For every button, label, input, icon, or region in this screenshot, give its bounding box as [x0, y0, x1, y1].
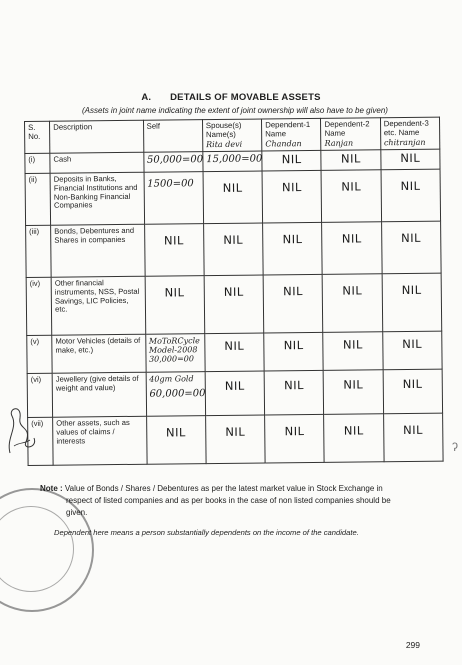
- header-spouse-label: Spouse(s) Name(s): [205, 120, 242, 140]
- value-self: NIL: [165, 425, 186, 440]
- section-subtitle: (Assets in joint name indicating the extent of joint ownership will also have to be given): [82, 106, 388, 115]
- header-dependent-2: [321, 118, 381, 151]
- value-self-line: MoToRCycle: [148, 336, 200, 346]
- value-dependent-3: NIL: [401, 230, 422, 246]
- value-self-line: 60,000=00: [149, 388, 206, 400]
- value-dependent-2: NIL: [343, 377, 364, 392]
- dependent-definition: Dependent here means a person substantially dependents on the income of the candidate.: [54, 528, 359, 537]
- row-description: Deposits in Banks, Financial Institutions and Non-Banking Financial Companies: [50, 172, 144, 225]
- movable-assets-table: [24, 117, 444, 466]
- value-dependent-3: NIL: [400, 150, 421, 166]
- header-sno: S. No.: [25, 121, 50, 153]
- value-spouse: NIL: [224, 338, 245, 354]
- value-spouse: 15,000=00: [206, 153, 263, 166]
- value-dependent-1: NIL: [283, 284, 304, 299]
- cell-dependent-2: [322, 222, 382, 275]
- row-description: Cash: [50, 152, 144, 173]
- cell-dependent-2: [324, 370, 384, 415]
- row-description: Other assets, such as values of claims / interests: [53, 416, 147, 465]
- cell-dependent-3: [382, 331, 442, 370]
- cell-dependent-2: [321, 170, 381, 223]
- cell-spouse: [205, 371, 265, 416]
- header-dependent-3-label: Dependent-3 etc. Name: [383, 118, 429, 138]
- table-row: [25, 169, 441, 225]
- page-number: 299: [405, 640, 420, 650]
- cell-self: [146, 372, 206, 417]
- value-self: 50,000=00: [146, 154, 204, 166]
- value-spouse: NIL: [223, 284, 244, 300]
- header-spouse: [202, 119, 262, 152]
- value-self-line: 30,000=00: [149, 354, 194, 365]
- value-dependent-1: NIL: [283, 338, 304, 353]
- section-heading: [0, 92, 462, 103]
- value-spouse: NIL: [225, 424, 246, 440]
- cell-self: [145, 276, 205, 335]
- cell-dependent-1: [265, 414, 325, 463]
- section-letter: A.: [141, 92, 152, 103]
- value-dependent-2: NIL: [341, 231, 362, 246]
- value-dependent-2: NIL: [342, 337, 363, 352]
- row-sno: (iv): [26, 277, 52, 335]
- cell-spouse: [204, 275, 264, 334]
- table-row: [28, 413, 443, 465]
- cell-spouse: [203, 223, 263, 276]
- dependent-3-name: chitranjan: [383, 137, 426, 148]
- cell-dependent-2: [323, 332, 383, 371]
- value-dependent-1: NIL: [282, 232, 303, 247]
- value-dependent-2: NIL: [340, 151, 361, 166]
- value-dependent-3: NIL: [401, 282, 422, 298]
- cell-dependent-2: [324, 414, 384, 463]
- table-header-row: [25, 117, 440, 153]
- cell-self: [145, 334, 205, 373]
- dependent-2-name: Ranjan: [324, 138, 354, 148]
- value-dependent-2: NIL: [342, 283, 363, 298]
- row-description: Motor Vehicles (details of make, etc.): [52, 334, 146, 373]
- cell-dependent-3: [383, 369, 443, 414]
- row-sno: (ii): [25, 173, 51, 225]
- row-description: Bonds, Debentures and Shares in companies: [51, 224, 145, 277]
- cell-dependent-3: [382, 273, 442, 332]
- value-dependent-3: NIL: [400, 178, 421, 194]
- row-sno: (v): [27, 335, 53, 373]
- row-sno: (vii): [28, 417, 54, 465]
- row-sno: (i): [25, 153, 50, 173]
- note-line-1: Value of Bonds / Shares / Debentures as per the latest market value in Stock Exchange in: [64, 484, 383, 493]
- value-self-line: Model-2008: [148, 345, 198, 355]
- dependent-1-name: Chandan: [265, 139, 302, 149]
- signature: [4, 398, 44, 458]
- header-dependent-2-label: Dependent-2 Name: [324, 119, 370, 138]
- row-description: Other financial instruments, NSS, Postal Savings, LIC Policies, etc.: [51, 276, 145, 335]
- table-row: [26, 221, 442, 277]
- section-title: DETAILS OF MOVABLE ASSETS: [170, 92, 321, 103]
- value-self: NIL: [163, 233, 184, 248]
- header-dependent-1: [262, 118, 322, 151]
- header-dependent-1-label: Dependent-1 Name: [265, 120, 311, 139]
- value-spouse: NIL: [223, 232, 244, 248]
- note-line-2: respect of listed companies and as per books in the case of non listed companies should be: [66, 496, 391, 505]
- cell-dependent-1: [264, 370, 324, 415]
- table-row: [27, 331, 442, 373]
- note-label: Note :: [40, 484, 63, 493]
- cell-spouse: [205, 333, 265, 372]
- spouse-name: Rita devi: [206, 139, 243, 150]
- cell-self: [143, 152, 202, 173]
- note-line-3: given.: [66, 508, 88, 517]
- value-dependent-1: NIL: [284, 424, 305, 439]
- value-spouse: NIL: [222, 180, 243, 196]
- table-row: [27, 369, 442, 417]
- value-dependent-1: NIL: [281, 180, 302, 195]
- header-self: Self: [143, 120, 203, 153]
- row-sno: (vi): [27, 373, 53, 417]
- cell-dependent-1: [262, 170, 322, 223]
- note-block: [40, 483, 440, 519]
- value-dependent-2: NIL: [341, 179, 362, 194]
- cell-dependent-2: [321, 150, 380, 171]
- row-sno: (iii): [26, 225, 52, 277]
- cell-dependent-3: [381, 221, 441, 274]
- value-dependent-3: NIL: [402, 376, 423, 392]
- cell-dependent-1: [264, 332, 324, 371]
- margin-mark: ʔ: [452, 440, 458, 454]
- row-description: Jewellery (give details of weight and value): [52, 372, 146, 417]
- cell-spouse: [203, 151, 262, 172]
- cell-dependent-3: [380, 149, 440, 170]
- value-dependent-3: NIL: [402, 336, 423, 352]
- value-dependent-2: NIL: [343, 423, 364, 438]
- cell-self: [144, 224, 204, 277]
- header-description: Description: [50, 120, 144, 153]
- cell-dependent-1: [262, 150, 321, 171]
- value-dependent-1: NIL: [284, 378, 305, 393]
- cell-spouse: [203, 171, 263, 224]
- value-self-line: 40gm Gold: [149, 374, 194, 384]
- value-spouse: NIL: [224, 378, 245, 394]
- value-self: 1500=00: [147, 178, 194, 190]
- cell-dependent-1: [263, 274, 323, 333]
- value-dependent-3: NIL: [403, 422, 424, 438]
- cell-dependent-3: [381, 169, 441, 222]
- header-dependent-3: [380, 117, 440, 150]
- cell-dependent-3: [383, 413, 443, 462]
- cell-spouse: [205, 415, 265, 464]
- cell-dependent-1: [263, 222, 323, 275]
- table-row: [26, 273, 442, 335]
- cell-dependent-2: [323, 274, 383, 333]
- value-dependent-1: NIL: [281, 152, 302, 167]
- value-self: NIL: [164, 285, 185, 300]
- cell-self: [144, 172, 204, 225]
- cell-self: [146, 416, 206, 465]
